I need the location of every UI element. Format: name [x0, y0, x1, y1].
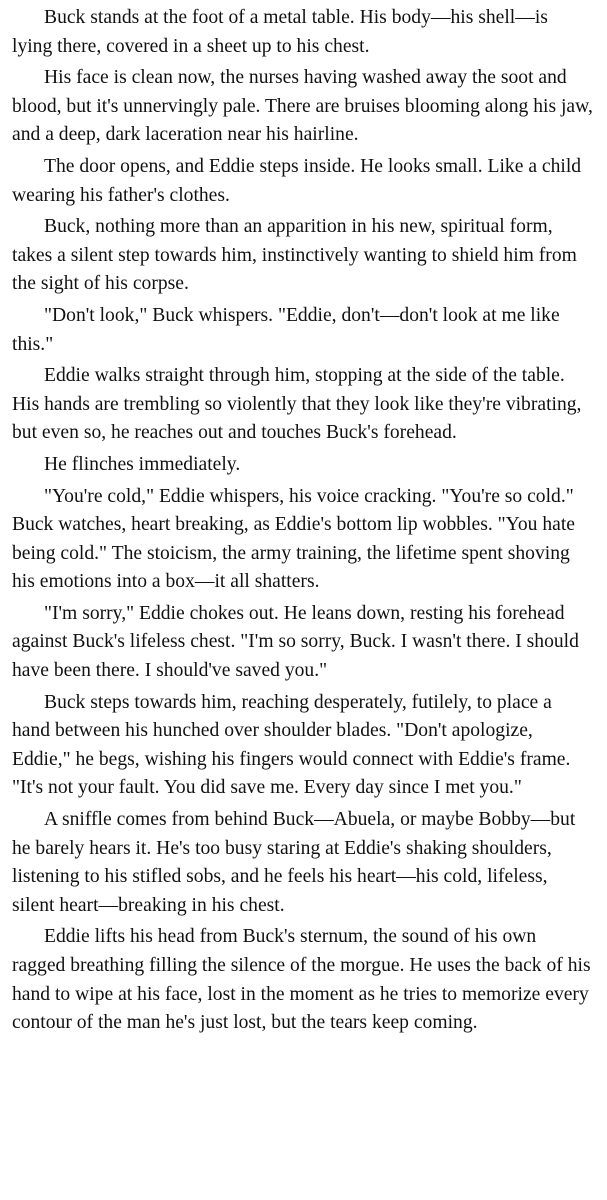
- story-paragraph: Buck stands at the foot of a metal table. His body—his shell—is lying there, covered in a sheet up to his chest.: [12, 7, 548, 57]
- story-paragraph: Buck, nothing more than an apparition in his new, spiritual form, takes a silent step towards him, instinctively wanting to shield him from the sight of his corpse.: [12, 216, 577, 295]
- story-paragraph: His face is clean now, the nurses having washed away the soot and blood, but it's unnervingly pale. There are bruises blooming along his jaw, and a deep, dark laceration near his hairline.: [12, 67, 593, 146]
- story-paragraph: A sniffle comes from behind Buck—Abuela, or maybe Bobby—but he barely hears it. He's too busy staring at Eddie's shaking shoulders, listening to his stifled sobs, and he feels his heart—his cold, lifeless, silent heart—breaking in his chest.: [12, 809, 576, 916]
- story-paragraph: "Don't look," Buck whispers. "Eddie, don't—don't look at me like this.": [12, 304, 560, 355]
- story-paragraph: "You're cold," Eddie whispers, his voice cracking. "You're so cold." Buck watches, heart breaking, as Eddie's bottom lip wobbles. "You hate being cold." The stoicism, the army training, the lifetime spent shoving his emotions into a box—it all shatters.: [12, 485, 575, 593]
- story-paragraph: Buck steps towards him, reaching desperately, futilely, to place a hand between his hunched over shoulder blades. "Don't apologize, Eddie," he begs, wishing his fingers would connect with Eddie's frame. "It's not your fault. You did save me. Every day since I met you.": [12, 691, 571, 799]
- story-paragraph: Eddie lifts his head from Buck's sternum, the sound of his own ragged breathing filling the silence of the morgue. He uses the back of his hand to wipe at his face, lost in the moment as he tries to memorize every contour of the man he's just lost, but the tears keep coming.: [12, 926, 591, 1034]
- story-paragraph: He flinches immediately.: [44, 453, 241, 475]
- story-paragraph: "I'm sorry," Eddie chokes out. He leans down, resting his forehead against Buck's lifeless chest. "I'm so sorry, Buck. I wasn't there. I should have been there. I should've saved you.": [12, 602, 579, 682]
- story-paragraph: The door opens, and Eddie steps inside. He looks small. Like a child wearing his father's clothes.: [12, 155, 582, 206]
- story-paragraph: Eddie walks straight through him, stopping at the side of the table. His hands are trembling so violently that they look like they're vibrating, but even so, he reaches out and touches Buck's forehead.: [12, 365, 582, 444]
